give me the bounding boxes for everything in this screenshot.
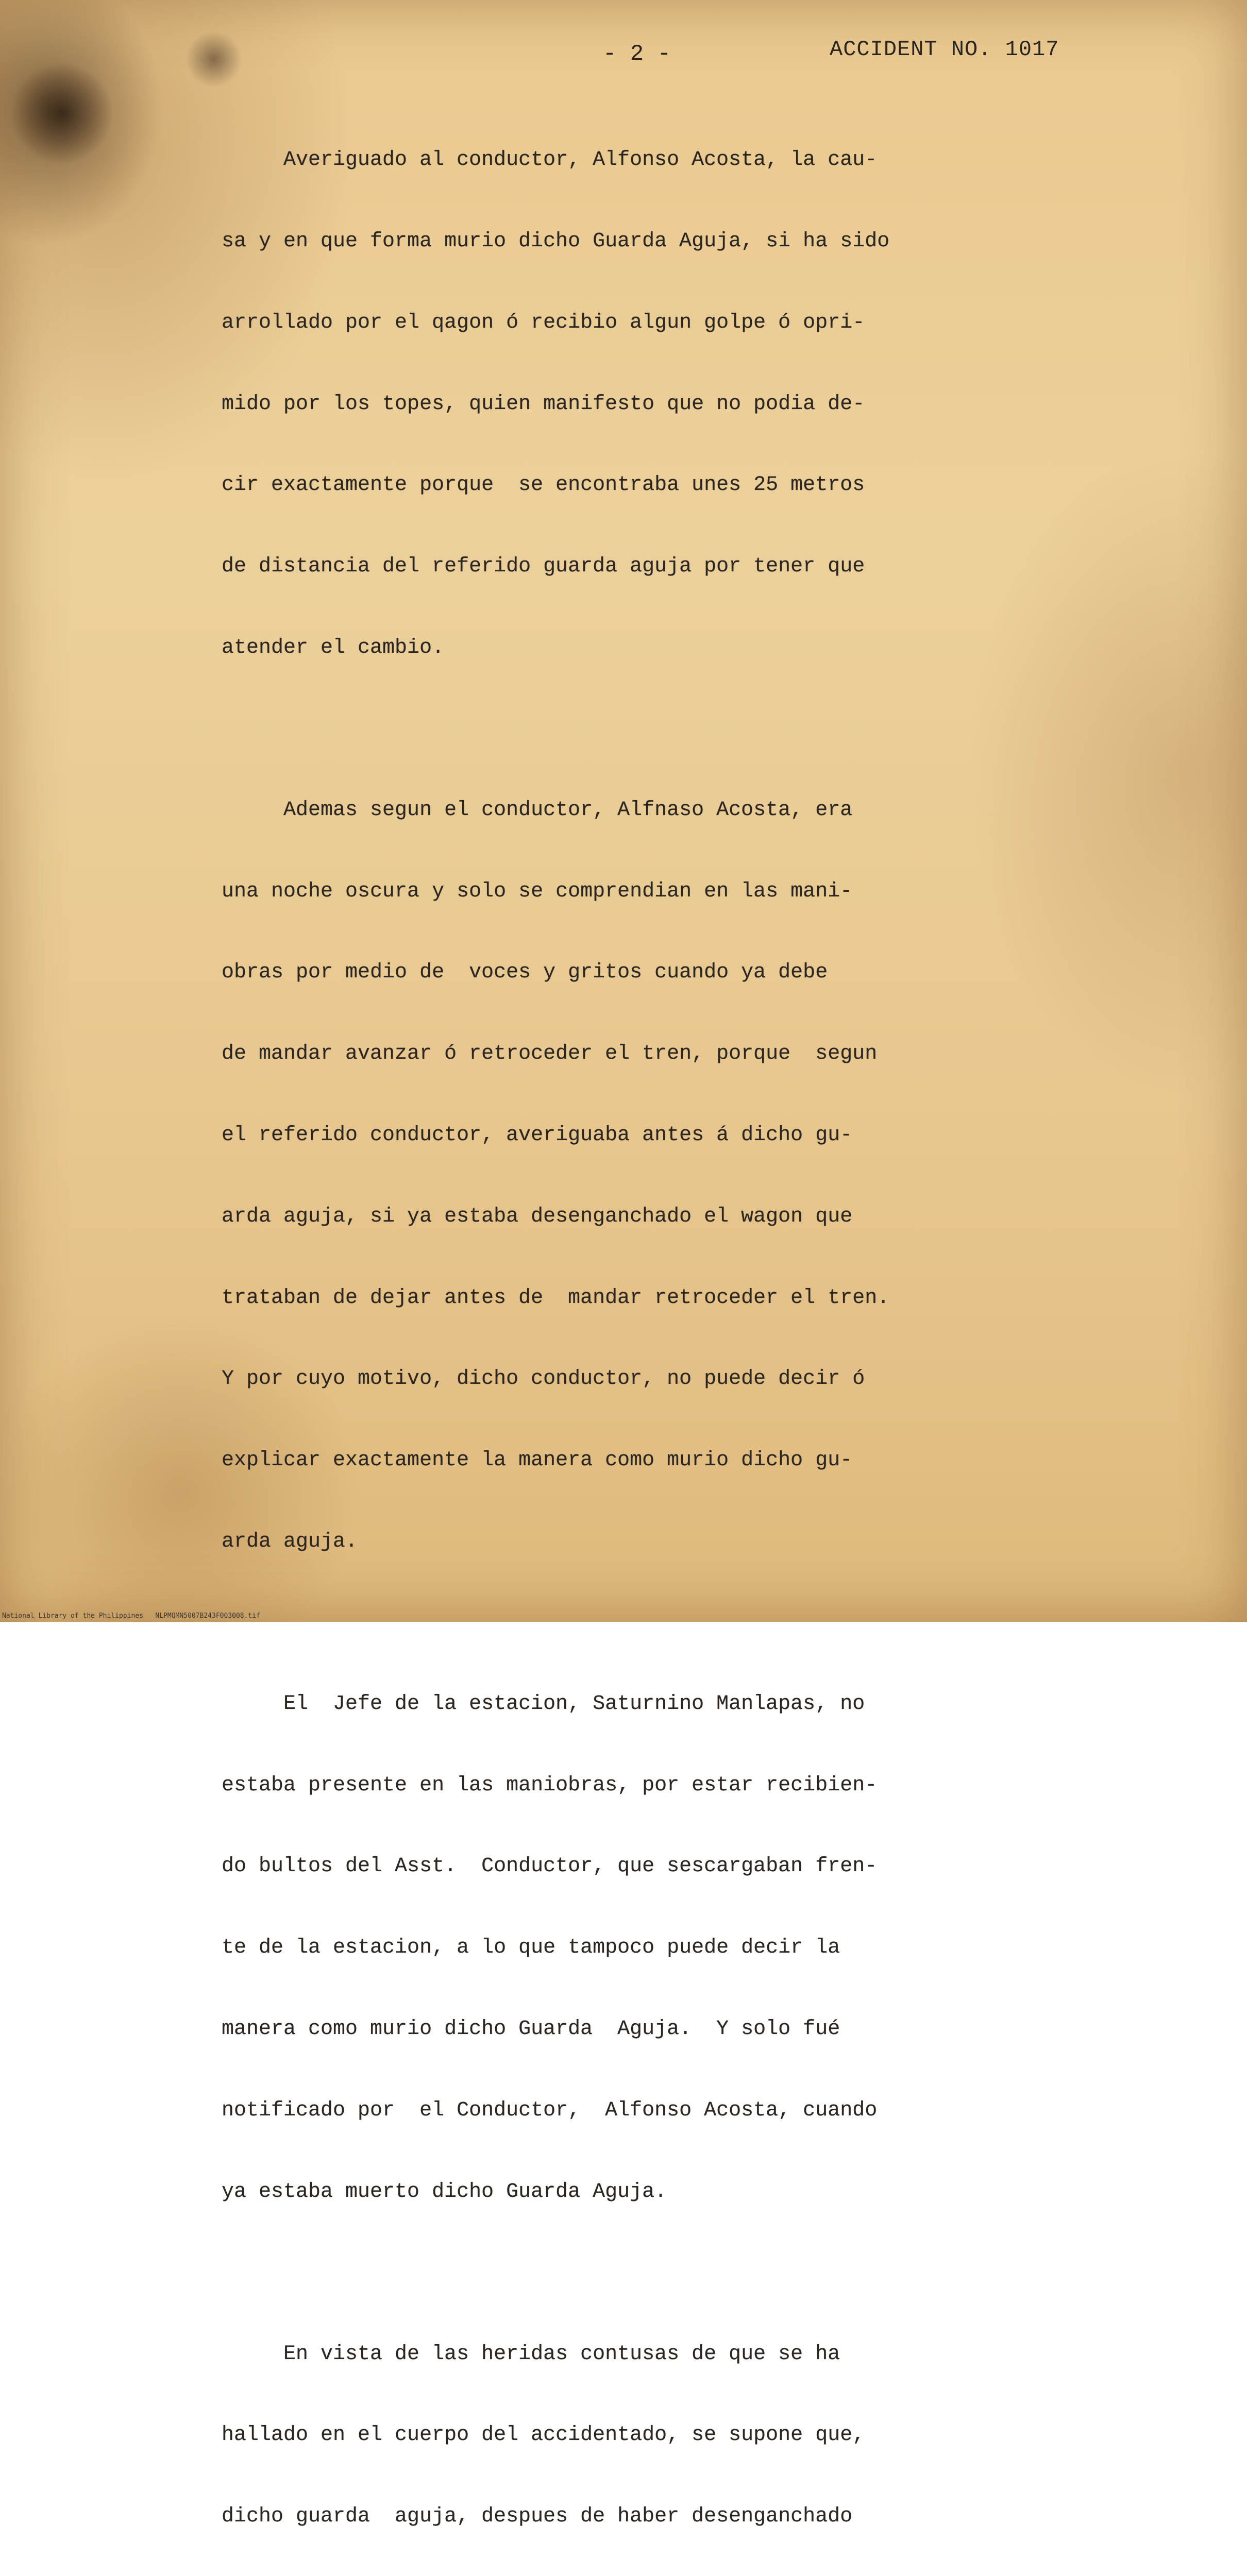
text-line: una noche oscura y solo se comprendian en las mani- bbox=[222, 879, 853, 903]
text-line: do bultos del Asst. Conductor, que sescargaban fren- bbox=[222, 1855, 878, 1878]
text-line: de mandar avanzar ó retroceder el tren, porque segun bbox=[222, 1042, 878, 1066]
text-line: trataban de dejar antes de mandar retroceder el tren. bbox=[222, 1286, 890, 1310]
archive-credit: National Library of the Philippines NLPMQMN5007B243F003008.tif bbox=[2, 1612, 260, 1620]
paragraph bbox=[222, 93, 1098, 716]
text-line: notificado por el Conductor, Alfonso Acosta, cuando bbox=[222, 2098, 878, 2122]
text-line: te de la estacion, a lo que tampoco puede decir la bbox=[222, 1936, 840, 1960]
page-header bbox=[0, 37, 1247, 72]
text-line: El Jefe de la estacion, Saturnino Manlapas, no bbox=[222, 1692, 865, 1716]
text-line: manera como murio dicho Guarda Aguja. Y solo fué bbox=[222, 2017, 840, 2041]
text-line: arda aguja. bbox=[222, 1530, 358, 1553]
text-line: dicho guarda aguja, despues de haber desenganchado bbox=[222, 2505, 853, 2529]
text-line: obras por medio de voces y gritos cuando ya debe bbox=[222, 961, 828, 985]
text-line: atender el cambio. bbox=[222, 636, 445, 659]
paragraph bbox=[222, 2286, 1098, 2576]
text-line: estaba presente en las maniobras, por estar recibien- bbox=[222, 1773, 878, 1797]
accident-number: ACCIDENT NO. 1017 bbox=[830, 37, 1059, 62]
text-line: cir exactamente porque se encontraba unes 25 metros bbox=[222, 473, 865, 497]
text-line: explicar exactamente la manera como murio dicho gu- bbox=[222, 1449, 853, 1472]
text-line: mido por los topes, quien manifesto que no podia de- bbox=[222, 392, 865, 416]
text-line: de distancia del referido guarda aguja por tener que bbox=[222, 555, 865, 579]
paragraph bbox=[222, 1637, 1098, 2260]
text-line: el referido conductor, averiguaba antes á dicho gu- bbox=[222, 1123, 853, 1147]
page-number: - 2 - bbox=[603, 41, 671, 67]
document-body bbox=[222, 93, 1098, 2576]
text-line: Ademas segun el conductor, Alfnaso Acosta, era bbox=[222, 798, 853, 822]
text-line: hallado en el cuerpo del accidentado, se supone que, bbox=[222, 2424, 865, 2447]
text-line: arrollado por el qagon ó recibio algun golpe ó opri- bbox=[222, 311, 865, 334]
text-line: arda aguja, si ya estaba desenganchado el wagon que bbox=[222, 1205, 853, 1228]
ink-stain bbox=[10, 62, 113, 165]
text-line: En vista de las heridas contusas de que se ha bbox=[222, 2342, 840, 2366]
text-line: sa y en que forma murio dicho Guarda Aguja, si ha sido bbox=[222, 229, 890, 253]
paragraph bbox=[222, 743, 1098, 1610]
text-line: ya estaba muerto dicho Guarda Aguja. bbox=[222, 2180, 667, 2204]
text-line: Averiguado al conductor, Alfonso Acosta, la cau- bbox=[222, 148, 878, 172]
text-line: Y por cuyo motivo, dicho conductor, no puede decir ó bbox=[222, 1367, 865, 1391]
